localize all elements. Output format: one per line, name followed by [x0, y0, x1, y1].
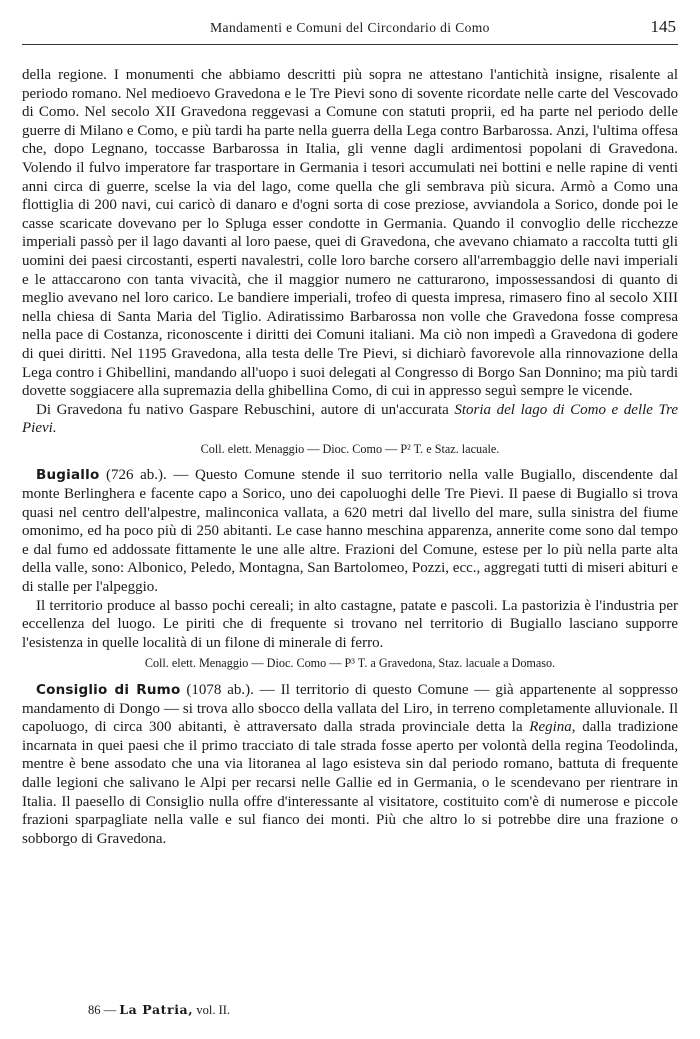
- entry-consiglio: [22, 681, 678, 848]
- book-title: Storia del lago di Como e delle Tre Pievi.: [22, 401, 679, 437]
- paragraph-gravedona-history: della regione. I monumenti che abbiamo descritti più sopra ne attestano l'antichità insigne, risalente al periodo romano. Nel medioevo Gravedona e le Tre Pievi sono di sovente ricordate nelle carte del Vescovado di Como. Nel secolo XII Gravedona reggevasi a Comune con statuti proprii, ed ha parte nel periodo delle guerre di Milano e Como, e più tardi ha parte nella guerra della Lega contro Barbarossa. Anzi, l'ultima offesa che, dopo Legnano, toccasse Barbarossa in Italia, gli venne dagli ardimentosi popolani di Gravedona. Volendo il fulvo imperatore far trasportare in Germania i tesori accumulati nei bottini e nelle rapine di venti anni circa di guerre, scelse la via del lago, come quella che gli sembrava più sicura. Armò a Como una flottiglia di 200 navi, cui caricò di danaro e d'ogni sorta di cose preziose, avviandola a Sorico, donde poi le casse scaricate dovevano per lo Spluga esser condotte in Germania. Quando il convoglio delle ricchezze imperiali passò per il lago davanti al loro paese, quei di Gravedona, che avevano chiamato a raccolta tutti gli uomini dei paesi circostanti, esperti navalestri, colle loro barche corsero all'arrembaggio delle navi imperiali e le attaccarono con tanta vivacità, che il maggior numero ne catturarono, impossessandosi di quanto di meglio avevano nel loro carico. Le bandiere imperiali, trofeo di questa impresa, rimasero fino al secolo XIII nella chiesa di Santa Maria del Tiglio. Adiratissimo Barbarossa non volle che Gravedona fosse compresa nella pace di Costanza, riconoscente i diritti dei Comuni italiani. Ma ciò non impedì a Gravedona di godere di quei diritti. Nel 1195 Gravedona, alla testa delle Tre Pievi, si dichiarò favorevole alla rinnovazione della Lega contro i Ghibellini, mandando all'uopo i suoi delegati al Congresso di Borgo San Donnino; ma più tardi dovette soggiacere alla supremazia della ghibellina Como, di cui in appresso seguì sempre le vicende.: [22, 67, 678, 400]
- paragraph-bugiallo-territory: Il territorio produce al basso pochi cereali; in alto castagne, patate e pascoli. La pastorizia è l'industria per eccellenza del luogo. Le piriti che di frequente si trovano nel territorio di Bugiallo lasciano supporre l'esistenza in quelle località di un filone di minerale di ferro.: [22, 597, 678, 651]
- regina-italic: Regina: [529, 719, 572, 736]
- page-body: [22, 66, 678, 848]
- rebuschini-text: Di Gravedona fu nativo Gaspare Rebuschini, autore di un'accurata: [36, 401, 455, 418]
- running-title: Mandamenti e Comuni del Circondario di Como: [210, 20, 490, 35]
- signature-number: 86 —: [88, 1003, 120, 1017]
- meta-gravedona: Coll. elett. Menaggio — Dioc. Como — P² T. e Staz. lacuale.: [200, 441, 500, 456]
- entry-bugiallo: [22, 466, 678, 596]
- meta-bugiallo: Coll. elett. Menaggio — Dioc. Como — P³ T. a Gravedona, Staz. lacuale a Domaso.: [144, 656, 556, 671]
- entry-name-consiglio: Consiglio di Rumo: [36, 682, 181, 698]
- running-header: [22, 14, 678, 45]
- entry-text-consiglio-b: , dalla tradizione incarnata in quei paesi che il primo tracciato di tale strada fosse aperto per volontà della regina Teodolinda, mentre è bene assodato che una via litoranea al lago esisteva sin dal periodo romano, battuta di frequente dalle legioni che salivano le Alpi per recarsi nelle Gallie ed in Germania, o le scendevano per rientrare in Italia. Il paesello di Consiglio nulla offre d'interessante al visitatore, costituito com'è di numerose e piccole frazioni sparpagliate nella valle e sul fianco dei monti. Più che altro lo si potrebbe dire una frazione o sobborgo di Gravedona.: [22, 719, 678, 847]
- paragraph-rebuschini: [22, 401, 678, 438]
- entry-text-bugiallo: (726 ab.). — Questo Comune stende il suo territorio nella valle Bugiallo, discendente dal monte Berlinghera e facente capo a Sorico, uno dei capoluoghi delle Tre Pievi. Il paese di Bugiallo si trova quasi nel centro dell'alpestre, malinconica vallata, a 620 metri dal livello del mare, sulla sinistra del fiume omonimo, ed ha poco più di 250 abitanti. Le case hanno meschina apparenza, annerite come sono dal tempo e dal fumo ed addossate fittamente le une alle altre. Frazioni del Comune, estese per lo più nella parte alta della valle, sono: Albonico, Peledo, Montagna, San Bartolomeo, Pozzi, ecc., aggregati tutti di miseri abituri e di stalle per l'alpeggio.: [22, 467, 678, 596]
- signature-title: La Patria,: [119, 1002, 194, 1017]
- page-number: 145: [650, 17, 676, 36]
- entry-name-bugiallo: Bugiallo: [36, 467, 100, 484]
- page-signature: [88, 1002, 230, 1018]
- entry-text-consiglio-a: (1078 ab.). — Il territorio di questo Comune — già appartenente al soppresso mandamento di Dongo — si trova allo sbocco della vallata del Liro, in terreno completamente alluvionale. Il capoluogo, di circa 300 abitanti, è attraversato dalla strada provinciale detta la: [22, 682, 679, 736]
- signature-volume: vol. II.: [193, 1003, 231, 1017]
